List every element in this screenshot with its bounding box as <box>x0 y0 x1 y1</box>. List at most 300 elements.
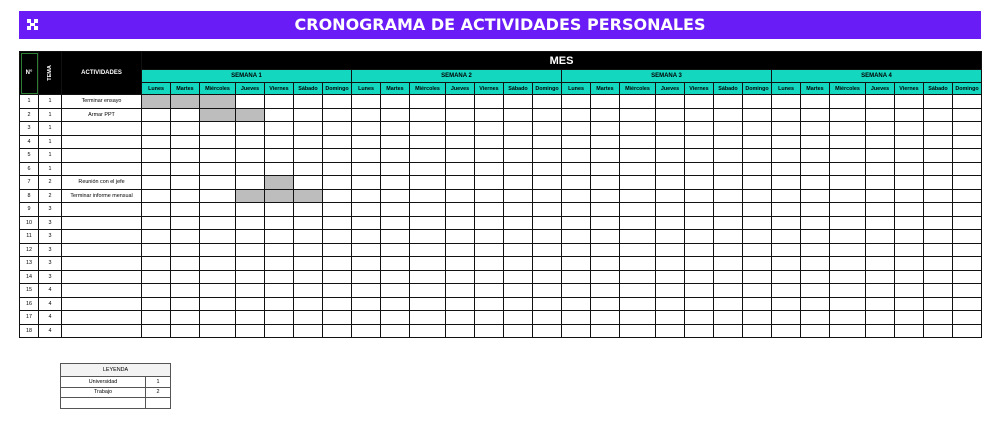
schedule-cell[interactable] <box>533 230 562 244</box>
row-number-cell[interactable]: 17 <box>20 311 39 325</box>
schedule-cell[interactable] <box>265 162 294 176</box>
schedule-cell[interactable] <box>200 176 236 190</box>
schedule-cell[interactable] <box>656 324 685 338</box>
row-number-cell[interactable]: 7 <box>20 176 39 190</box>
schedule-cell[interactable] <box>142 122 171 136</box>
schedule-cell[interactable] <box>620 311 656 325</box>
activity-cell[interactable] <box>62 216 142 230</box>
schedule-cell[interactable] <box>504 324 533 338</box>
day-header[interactable]: Domingo <box>953 83 982 95</box>
schedule-cell[interactable] <box>656 176 685 190</box>
column-header-number[interactable]: N° <box>20 52 39 95</box>
schedule-cell[interactable] <box>685 162 714 176</box>
schedule-cell[interactable] <box>656 257 685 271</box>
schedule-cell[interactable] <box>504 257 533 271</box>
schedule-cell[interactable] <box>171 311 200 325</box>
schedule-cell[interactable] <box>504 122 533 136</box>
schedule-cell[interactable] <box>830 189 866 203</box>
day-header[interactable]: Miércoles <box>830 83 866 95</box>
schedule-cell[interactable] <box>410 122 446 136</box>
schedule-cell[interactable] <box>236 203 265 217</box>
schedule-cell[interactable] <box>801 243 830 257</box>
schedule-cell[interactable] <box>533 108 562 122</box>
schedule-cell[interactable] <box>953 108 982 122</box>
day-header[interactable]: Jueves <box>446 83 475 95</box>
schedule-cell[interactable] <box>743 189 772 203</box>
day-header[interactable]: Miércoles <box>200 83 236 95</box>
schedule-cell[interactable] <box>265 122 294 136</box>
schedule-cell[interactable] <box>685 257 714 271</box>
schedule-cell[interactable] <box>895 230 924 244</box>
schedule-cell[interactable] <box>504 270 533 284</box>
schedule-cell[interactable] <box>410 203 446 217</box>
schedule-cell[interactable] <box>772 284 801 298</box>
schedule-cell[interactable] <box>895 95 924 109</box>
schedule-cell[interactable] <box>171 297 200 311</box>
activity-cell[interactable] <box>62 230 142 244</box>
schedule-cell[interactable] <box>924 270 953 284</box>
schedule-cell[interactable] <box>772 297 801 311</box>
schedule-cell[interactable] <box>410 108 446 122</box>
schedule-cell[interactable] <box>294 122 323 136</box>
schedule-cell[interactable] <box>685 324 714 338</box>
schedule-cell[interactable] <box>895 162 924 176</box>
legend-value[interactable]: 2 <box>146 387 171 398</box>
schedule-cell[interactable] <box>475 270 504 284</box>
schedule-cell[interactable] <box>620 230 656 244</box>
schedule-cell[interactable] <box>591 270 620 284</box>
schedule-cell[interactable] <box>685 189 714 203</box>
activity-cell[interactable] <box>62 149 142 163</box>
day-header[interactable]: Sábado <box>924 83 953 95</box>
schedule-cell[interactable] <box>866 230 895 244</box>
column-header-tema[interactable] <box>39 52 62 95</box>
schedule-cell[interactable] <box>294 311 323 325</box>
schedule-cell[interactable] <box>475 230 504 244</box>
day-header[interactable]: Martes <box>801 83 830 95</box>
schedule-cell[interactable] <box>475 284 504 298</box>
schedule-cell[interactable] <box>714 284 743 298</box>
schedule-cell[interactable] <box>656 284 685 298</box>
row-number-cell[interactable]: 18 <box>20 324 39 338</box>
schedule-cell[interactable] <box>504 108 533 122</box>
schedule-cell[interactable] <box>265 135 294 149</box>
schedule-cell[interactable] <box>562 162 591 176</box>
row-number-cell[interactable]: 8 <box>20 189 39 203</box>
schedule-cell[interactable] <box>562 230 591 244</box>
schedule-cell[interactable] <box>685 108 714 122</box>
row-tema-cell[interactable]: 1 <box>39 149 62 163</box>
activity-cell[interactable]: Terminar informe mensual <box>62 189 142 203</box>
schedule-cell[interactable] <box>656 270 685 284</box>
schedule-cell[interactable] <box>446 243 475 257</box>
schedule-cell[interactable] <box>352 149 381 163</box>
schedule-cell[interactable] <box>446 135 475 149</box>
schedule-cell[interactable] <box>866 297 895 311</box>
schedule-cell[interactable] <box>830 297 866 311</box>
schedule-cell[interactable] <box>895 135 924 149</box>
schedule-cell[interactable] <box>953 257 982 271</box>
schedule-cell[interactable] <box>533 297 562 311</box>
schedule-cell[interactable] <box>381 243 410 257</box>
schedule-cell[interactable] <box>924 176 953 190</box>
schedule-cell[interactable] <box>562 176 591 190</box>
legend-label[interactable] <box>61 398 146 409</box>
schedule-cell[interactable] <box>830 122 866 136</box>
schedule-cell[interactable] <box>446 122 475 136</box>
schedule-cell[interactable] <box>475 162 504 176</box>
row-number-cell[interactable]: 15 <box>20 284 39 298</box>
row-tema-cell[interactable]: 4 <box>39 324 62 338</box>
schedule-cell[interactable] <box>200 162 236 176</box>
schedule-cell[interactable] <box>200 122 236 136</box>
schedule-cell[interactable] <box>265 189 294 203</box>
schedule-cell[interactable] <box>475 122 504 136</box>
schedule-cell[interactable] <box>294 216 323 230</box>
schedule-cell[interactable] <box>620 257 656 271</box>
schedule-cell[interactable] <box>830 216 866 230</box>
schedule-cell[interactable] <box>533 311 562 325</box>
schedule-cell[interactable] <box>323 189 352 203</box>
schedule-cell[interactable] <box>294 230 323 244</box>
schedule-cell[interactable] <box>171 257 200 271</box>
schedule-cell[interactable] <box>323 95 352 109</box>
schedule-cell[interactable] <box>924 108 953 122</box>
schedule-cell[interactable] <box>475 135 504 149</box>
schedule-cell[interactable] <box>200 135 236 149</box>
schedule-cell[interactable] <box>381 95 410 109</box>
schedule-cell[interactable] <box>236 176 265 190</box>
row-tema-cell[interactable]: 2 <box>39 189 62 203</box>
schedule-cell[interactable] <box>801 297 830 311</box>
schedule-cell[interactable] <box>866 284 895 298</box>
schedule-cell[interactable] <box>142 203 171 217</box>
schedule-cell[interactable] <box>446 216 475 230</box>
schedule-cell[interactable] <box>714 203 743 217</box>
schedule-cell[interactable] <box>352 257 381 271</box>
schedule-cell[interactable] <box>743 108 772 122</box>
schedule-cell[interactable] <box>475 149 504 163</box>
schedule-cell[interactable] <box>772 243 801 257</box>
schedule-cell[interactable] <box>620 122 656 136</box>
activity-cell[interactable] <box>62 243 142 257</box>
schedule-cell[interactable] <box>591 189 620 203</box>
row-tema-cell[interactable]: 1 <box>39 122 62 136</box>
schedule-cell[interactable] <box>895 257 924 271</box>
schedule-cell[interactable] <box>866 216 895 230</box>
schedule-cell[interactable] <box>743 162 772 176</box>
column-header-activities[interactable]: ACTIVIDADES <box>62 52 142 95</box>
schedule-cell[interactable] <box>410 149 446 163</box>
row-number-cell[interactable]: 13 <box>20 257 39 271</box>
schedule-cell[interactable] <box>953 311 982 325</box>
schedule-cell[interactable] <box>714 311 743 325</box>
schedule-cell[interactable] <box>562 135 591 149</box>
schedule-cell[interactable] <box>562 284 591 298</box>
schedule-cell[interactable] <box>446 284 475 298</box>
schedule-cell[interactable] <box>924 135 953 149</box>
schedule-cell[interactable] <box>656 162 685 176</box>
schedule-cell[interactable] <box>953 284 982 298</box>
schedule-cell[interactable] <box>142 311 171 325</box>
schedule-cell[interactable] <box>591 230 620 244</box>
schedule-cell[interactable] <box>924 95 953 109</box>
schedule-cell[interactable] <box>866 108 895 122</box>
activity-cell[interactable] <box>62 135 142 149</box>
schedule-cell[interactable] <box>475 257 504 271</box>
activity-cell[interactable]: Terminar ensayo <box>62 95 142 109</box>
schedule-cell[interactable] <box>533 203 562 217</box>
schedule-cell[interactable] <box>294 270 323 284</box>
schedule-cell[interactable] <box>294 324 323 338</box>
schedule-cell[interactable] <box>236 122 265 136</box>
schedule-cell[interactable] <box>236 189 265 203</box>
schedule-cell[interactable] <box>504 216 533 230</box>
schedule-cell[interactable] <box>591 95 620 109</box>
row-number-cell[interactable]: 11 <box>20 230 39 244</box>
day-header[interactable]: Martes <box>171 83 200 95</box>
schedule-cell[interactable] <box>685 284 714 298</box>
row-number-cell[interactable]: 16 <box>20 297 39 311</box>
day-header[interactable]: Miércoles <box>410 83 446 95</box>
day-header[interactable]: Lunes <box>562 83 591 95</box>
schedule-cell[interactable] <box>504 149 533 163</box>
schedule-cell[interactable] <box>352 243 381 257</box>
schedule-cell[interactable] <box>381 216 410 230</box>
schedule-cell[interactable] <box>591 149 620 163</box>
schedule-cell[interactable] <box>410 324 446 338</box>
schedule-cell[interactable] <box>236 324 265 338</box>
activity-cell[interactable] <box>62 284 142 298</box>
schedule-cell[interactable] <box>323 122 352 136</box>
schedule-cell[interactable] <box>895 297 924 311</box>
schedule-cell[interactable] <box>200 108 236 122</box>
schedule-cell[interactable] <box>410 257 446 271</box>
schedule-cell[interactable] <box>953 230 982 244</box>
schedule-cell[interactable] <box>562 297 591 311</box>
schedule-cell[interactable] <box>142 149 171 163</box>
schedule-cell[interactable] <box>685 216 714 230</box>
schedule-cell[interactable] <box>591 176 620 190</box>
schedule-cell[interactable] <box>294 95 323 109</box>
schedule-cell[interactable] <box>924 284 953 298</box>
schedule-cell[interactable] <box>656 297 685 311</box>
schedule-cell[interactable] <box>685 270 714 284</box>
schedule-cell[interactable] <box>381 108 410 122</box>
schedule-cell[interactable] <box>953 135 982 149</box>
schedule-cell[interactable] <box>685 95 714 109</box>
schedule-cell[interactable] <box>352 297 381 311</box>
schedule-cell[interactable] <box>410 216 446 230</box>
schedule-cell[interactable] <box>591 216 620 230</box>
schedule-cell[interactable] <box>294 203 323 217</box>
day-header[interactable]: Miércoles <box>620 83 656 95</box>
schedule-cell[interactable] <box>866 135 895 149</box>
schedule-cell[interactable] <box>142 95 171 109</box>
row-number-cell[interactable]: 10 <box>20 216 39 230</box>
schedule-cell[interactable] <box>743 203 772 217</box>
schedule-cell[interactable] <box>504 297 533 311</box>
schedule-cell[interactable] <box>953 203 982 217</box>
schedule-cell[interactable] <box>294 284 323 298</box>
schedule-cell[interactable] <box>265 297 294 311</box>
schedule-cell[interactable] <box>801 95 830 109</box>
schedule-cell[interactable] <box>475 311 504 325</box>
schedule-cell[interactable] <box>801 135 830 149</box>
schedule-cell[interactable] <box>294 162 323 176</box>
schedule-cell[interactable] <box>294 135 323 149</box>
schedule-cell[interactable] <box>200 95 236 109</box>
activity-cell[interactable] <box>62 203 142 217</box>
row-number-cell[interactable]: 1 <box>20 95 39 109</box>
schedule-cell[interactable] <box>591 122 620 136</box>
schedule-cell[interactable] <box>772 216 801 230</box>
schedule-cell[interactable] <box>685 176 714 190</box>
week-header[interactable]: SEMANA 2 <box>352 70 562 83</box>
schedule-cell[interactable] <box>562 324 591 338</box>
schedule-cell[interactable] <box>830 230 866 244</box>
schedule-cell[interactable] <box>714 95 743 109</box>
schedule-cell[interactable] <box>743 95 772 109</box>
schedule-cell[interactable] <box>294 297 323 311</box>
legend-label[interactable]: Trabajo <box>61 387 146 398</box>
schedule-cell[interactable] <box>533 162 562 176</box>
schedule-cell[interactable] <box>381 149 410 163</box>
schedule-cell[interactable] <box>236 135 265 149</box>
schedule-cell[interactable] <box>410 135 446 149</box>
row-tema-cell[interactable]: 1 <box>39 95 62 109</box>
week-header[interactable]: SEMANA 1 <box>142 70 352 83</box>
day-header[interactable]: Martes <box>591 83 620 95</box>
schedule-cell[interactable] <box>236 257 265 271</box>
schedule-cell[interactable] <box>743 149 772 163</box>
schedule-cell[interactable] <box>446 189 475 203</box>
row-tema-cell[interactable]: 3 <box>39 203 62 217</box>
day-header[interactable]: Lunes <box>352 83 381 95</box>
schedule-cell[interactable] <box>924 230 953 244</box>
schedule-cell[interactable] <box>381 311 410 325</box>
schedule-cell[interactable] <box>714 176 743 190</box>
schedule-cell[interactable] <box>685 122 714 136</box>
schedule-cell[interactable] <box>265 203 294 217</box>
schedule-cell[interactable] <box>866 270 895 284</box>
schedule-cell[interactable] <box>475 297 504 311</box>
schedule-cell[interactable] <box>200 243 236 257</box>
schedule-cell[interactable] <box>381 270 410 284</box>
schedule-cell[interactable] <box>562 149 591 163</box>
schedule-cell[interactable] <box>294 108 323 122</box>
schedule-cell[interactable] <box>236 216 265 230</box>
schedule-cell[interactable] <box>381 297 410 311</box>
schedule-cell[interactable] <box>142 270 171 284</box>
schedule-cell[interactable] <box>381 162 410 176</box>
schedule-cell[interactable] <box>953 324 982 338</box>
schedule-cell[interactable] <box>772 189 801 203</box>
schedule-cell[interactable] <box>620 162 656 176</box>
row-tema-cell[interactable]: 3 <box>39 216 62 230</box>
row-tema-cell[interactable]: 1 <box>39 162 62 176</box>
schedule-cell[interactable] <box>685 243 714 257</box>
schedule-cell[interactable] <box>200 230 236 244</box>
schedule-cell[interactable] <box>200 311 236 325</box>
schedule-cell[interactable] <box>801 270 830 284</box>
schedule-cell[interactable] <box>895 216 924 230</box>
schedule-cell[interactable] <box>772 230 801 244</box>
schedule-cell[interactable] <box>352 176 381 190</box>
schedule-cell[interactable] <box>504 284 533 298</box>
schedule-cell[interactable] <box>562 108 591 122</box>
schedule-cell[interactable] <box>236 284 265 298</box>
schedule-cell[interactable] <box>924 243 953 257</box>
schedule-cell[interactable] <box>171 135 200 149</box>
schedule-cell[interactable] <box>504 203 533 217</box>
schedule-cell[interactable] <box>924 257 953 271</box>
schedule-cell[interactable] <box>714 324 743 338</box>
schedule-cell[interactable] <box>236 297 265 311</box>
schedule-cell[interactable] <box>171 230 200 244</box>
schedule-cell[interactable] <box>743 216 772 230</box>
schedule-cell[interactable] <box>895 108 924 122</box>
activity-cell[interactable]: Reunión con el jefe <box>62 176 142 190</box>
schedule-cell[interactable] <box>830 149 866 163</box>
schedule-cell[interactable] <box>294 189 323 203</box>
legend-value[interactable] <box>146 398 171 409</box>
schedule-cell[interactable] <box>620 108 656 122</box>
schedule-cell[interactable] <box>772 270 801 284</box>
schedule-cell[interactable] <box>562 216 591 230</box>
schedule-cell[interactable] <box>620 135 656 149</box>
day-header[interactable]: Sábado <box>504 83 533 95</box>
schedule-cell[interactable] <box>924 311 953 325</box>
schedule-cell[interactable] <box>866 162 895 176</box>
schedule-cell[interactable] <box>924 203 953 217</box>
schedule-cell[interactable] <box>323 108 352 122</box>
schedule-cell[interactable] <box>685 230 714 244</box>
schedule-cell[interactable] <box>446 270 475 284</box>
schedule-cell[interactable] <box>323 176 352 190</box>
schedule-cell[interactable] <box>656 189 685 203</box>
schedule-cell[interactable] <box>714 149 743 163</box>
day-header[interactable]: Sábado <box>714 83 743 95</box>
schedule-cell[interactable] <box>200 284 236 298</box>
schedule-cell[interactable] <box>294 257 323 271</box>
schedule-cell[interactable] <box>200 149 236 163</box>
row-tema-cell[interactable]: 2 <box>39 176 62 190</box>
day-header[interactable]: Lunes <box>772 83 801 95</box>
schedule-cell[interactable] <box>743 230 772 244</box>
schedule-cell[interactable] <box>591 135 620 149</box>
schedule-cell[interactable] <box>830 270 866 284</box>
schedule-cell[interactable] <box>381 189 410 203</box>
schedule-cell[interactable] <box>801 203 830 217</box>
day-header[interactable]: Lunes <box>142 83 171 95</box>
schedule-cell[interactable] <box>801 162 830 176</box>
schedule-cell[interactable] <box>504 311 533 325</box>
schedule-cell[interactable] <box>381 122 410 136</box>
schedule-cell[interactable] <box>714 108 743 122</box>
schedule-cell[interactable] <box>743 311 772 325</box>
schedule-cell[interactable] <box>866 176 895 190</box>
schedule-cell[interactable] <box>772 122 801 136</box>
schedule-cell[interactable] <box>830 162 866 176</box>
schedule-cell[interactable] <box>866 311 895 325</box>
schedule-cell[interactable] <box>323 270 352 284</box>
schedule-cell[interactable] <box>656 311 685 325</box>
schedule-cell[interactable] <box>866 203 895 217</box>
schedule-cell[interactable] <box>801 257 830 271</box>
schedule-cell[interactable] <box>562 203 591 217</box>
schedule-cell[interactable] <box>772 95 801 109</box>
